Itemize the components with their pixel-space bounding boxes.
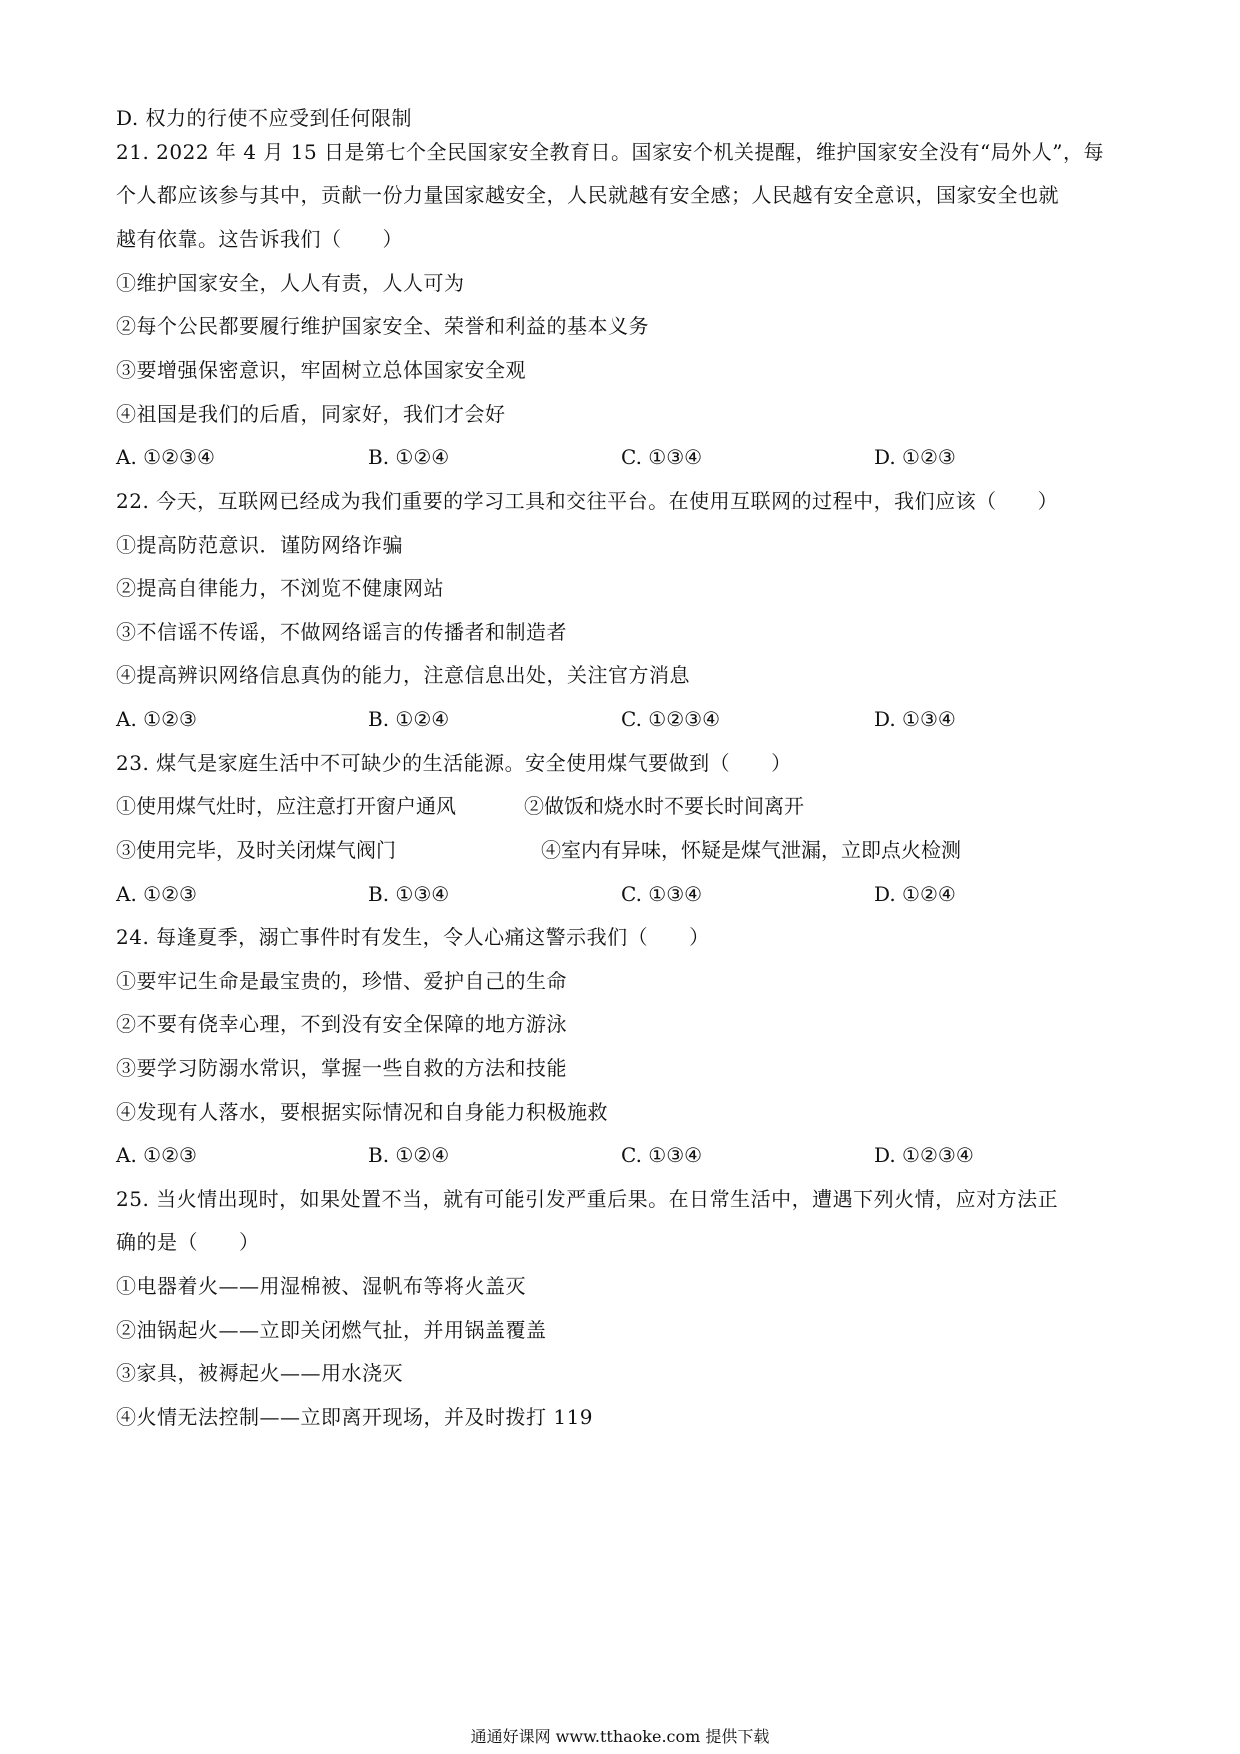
q23-option-d: D. ①②④	[874, 882, 956, 906]
page-footer: 通通好课网 www.tthaoke.com 提供下载	[470, 1727, 770, 1746]
q23-statement-3: ③使用完毕，及时关闭煤气阀门	[116, 838, 396, 862]
q22-option-d: D. ①③④	[874, 707, 956, 731]
q24-option-a: A. ①②③	[116, 1143, 197, 1167]
q24-statement-3: ③要学习防溺水常识，掌握一些自救的方法和技能	[116, 1056, 567, 1080]
q25-statement-1: ①电器着火——用湿棉被、湿帆布等将火盖灭	[116, 1274, 526, 1298]
q25-stem-line-1: 25. 当火情出现时，如果处置不当，就有可能引发严重后果。在日常生活中，遭遇下列火情，应对方法正	[116, 1187, 1059, 1211]
q23-option-a: A. ①②③	[116, 882, 197, 906]
q21-stem-line-1: 21. 2022 年 4 月 15 日是第七个全民国家安全教育日。国家安个机关提醒，维护国家安全没有“局外人”，每	[116, 140, 1104, 164]
q21-statement-1: ①维护国家安全，人人有责，人人可为	[116, 271, 465, 295]
q24-option-c: C. ①③④	[621, 1143, 703, 1167]
q25-stem-line-2: 确的是（ ）	[116, 1230, 260, 1254]
q21-stem-line-2: 个人都应该参与其中，贡献一份力量国家越安全，人民就越有安全感；人民越有安全意识，国家安全也就	[116, 183, 1059, 207]
q22-stem: 22. 今天，互联网已经成为我们重要的学习工具和交往平台。在使用互联网的过程中，我们应该（ ）	[116, 489, 1059, 513]
q22-option-c: C. ①②③④	[621, 707, 721, 731]
q24-option-b: B. ①②④	[368, 1143, 450, 1167]
q25-statement-2: ②油锅起火——立即关闭燃气扯，并用锅盖覆盖	[116, 1318, 547, 1342]
q24-stem: 24. 每逢夏季，溺亡事件时有发生，令人心痛这警示我们（ ）	[116, 925, 710, 949]
q22-option-a: A. ①②③	[116, 707, 197, 731]
q24-statement-4: ④发现有人落水，要根据实际情况和自身能力积极施救	[116, 1100, 608, 1124]
q21-option-b: B. ①②④	[368, 445, 450, 469]
q22-statement-4: ④提高辨识网络信息真伪的能力，注意信息出处，关注官方消息	[116, 663, 690, 687]
q23-statement-1: ①使用煤气灶时，应注意打开窗户通风	[116, 794, 456, 818]
q22-option-b: B. ①②④	[368, 707, 450, 731]
q22-statement-3: ③不信谣不传谣，不做网络谣言的传播者和制造者	[116, 620, 567, 644]
q23-option-b: B. ①③④	[368, 882, 450, 906]
q23-option-c: C. ①③④	[621, 882, 703, 906]
q21-stem-line-3: 越有依靠。这告诉我们（ ）	[116, 227, 403, 251]
q21-statement-3: ③要增强保密意识，牢固树立总体国家安全观	[116, 358, 526, 382]
q24-statement-1: ①要牢记生命是最宝贵的，珍惜、爱护自己的生命	[116, 969, 567, 993]
q25-statement-4: ④火情无法控制——立即离开现场，并及时拨打 119	[116, 1405, 594, 1429]
q21-statement-4: ④祖国是我们的后盾，同家好，我们才会好	[116, 402, 506, 426]
q25-statement-3: ③家具，被褥起火——用水浇灭	[116, 1361, 403, 1385]
q23-statement-2: ②做饭和烧水时不要长时间离开	[524, 794, 804, 818]
q21-option-d: D. ①②③	[874, 445, 956, 469]
q22-statement-1: ①提高防范意识．谨防网络诈骗	[116, 533, 403, 557]
q22-statement-2: ②提高自律能力，不浏览不健康网站	[116, 576, 444, 600]
q21-option-c: C. ①③④	[621, 445, 703, 469]
q21-statement-2: ②每个公民都要履行维护国家安全、荣誉和利益的基本义务	[116, 314, 649, 338]
q20-option-d: D. 权力的行使不应受到任何限制	[116, 106, 413, 130]
q24-option-d: D. ①②③④	[874, 1143, 974, 1167]
q23-statement-4: ④室内有异味，怀疑是煤气泄漏，立即点火检测	[541, 838, 961, 862]
q21-option-a: A. ①②③④	[116, 445, 215, 469]
q24-statement-2: ②不要有侥幸心理，不到没有安全保障的地方游泳	[116, 1012, 567, 1036]
q23-stem: 23. 煤气是家庭生活中不可缺少的生活能源。安全使用煤气要做到（ ）	[116, 751, 792, 775]
